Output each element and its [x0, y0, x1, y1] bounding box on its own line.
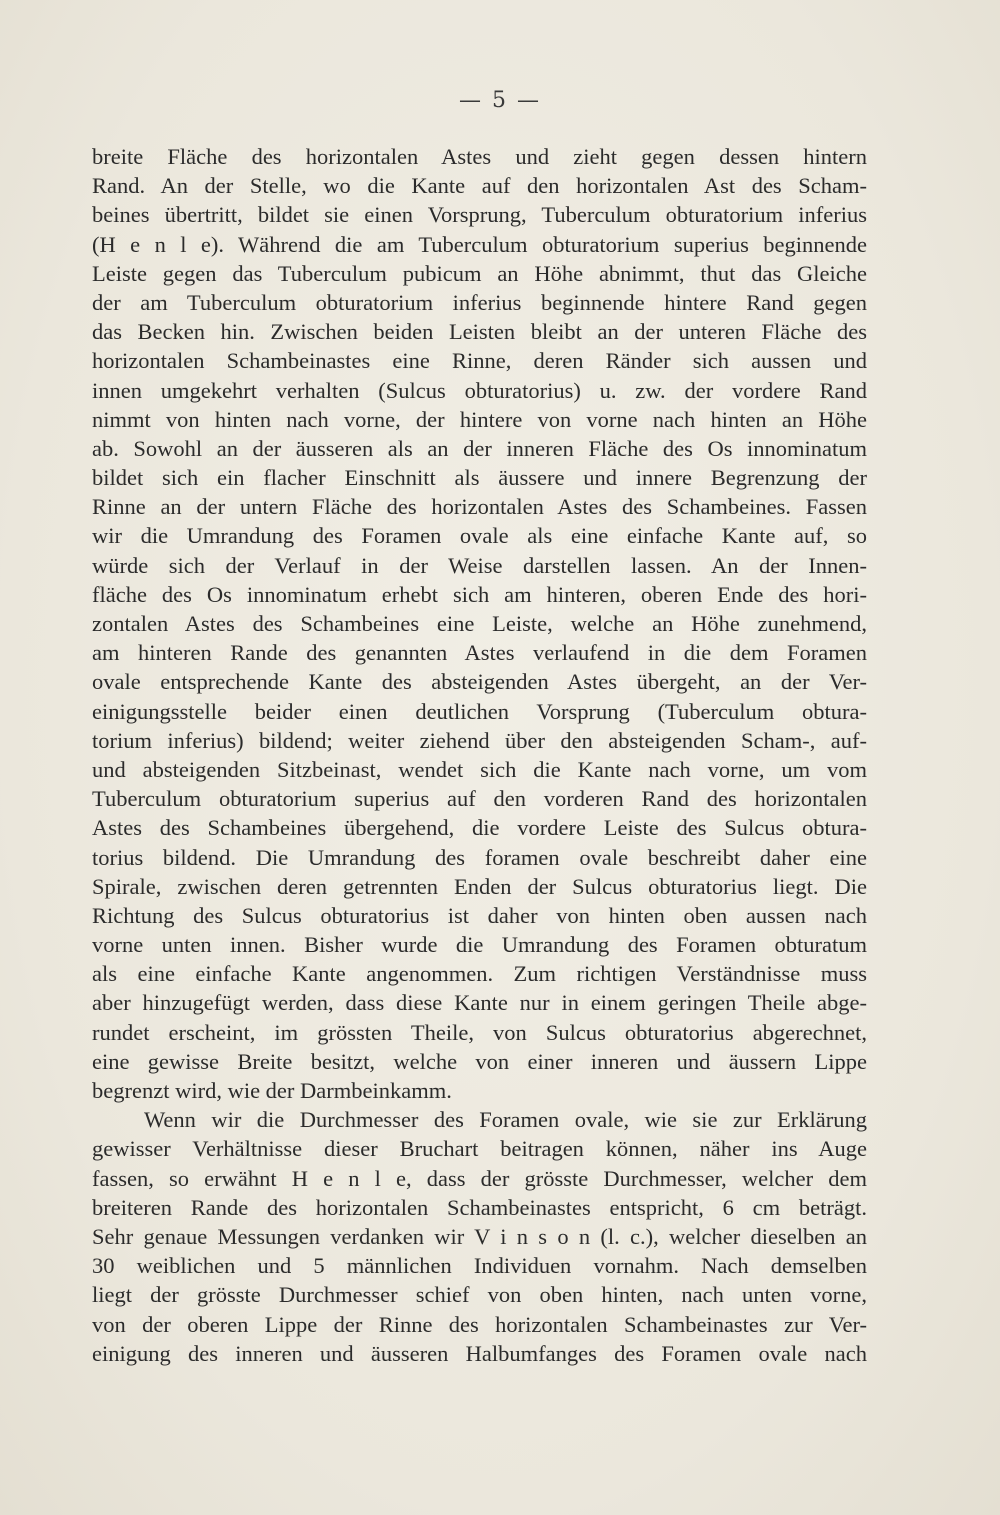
text-line: torium inferius) bildend; weiter ziehend über den absteigenden Scham-, auf-	[92, 727, 867, 753]
text-line: von der oberen Lippe der Rinne des horizontalen Schambeinastes zur Ver-	[92, 1311, 867, 1337]
text-line: liegt der grösste Durchmesser schief von oben hinten, nach unten vorne,	[92, 1282, 867, 1308]
text-line: Astes des Schambeines übergehend, die vordere Leiste des Sulcus obtura-	[92, 815, 867, 841]
text-line: und absteigenden Sitzbeinast, wendet sich die Kante nach vorne, um vom	[92, 756, 867, 782]
text-line: ovale entsprechende Kante des absteigenden Astes übergeht, an der Ver-	[92, 669, 867, 695]
text-line: Rand. An der Stelle, wo die Kante auf den horizontalen Ast des Scham-	[92, 173, 867, 199]
text-line: Sehr genaue Messungen verdanken wir V i n s o n (l. c.), welcher dieselben an	[92, 1223, 867, 1249]
text-line: nimmt von hinten nach vorne, der hintere von vorne nach hinten an Höhe	[92, 406, 867, 432]
page-number: — 5 —	[459, 88, 541, 113]
text-line: beines übertritt, bildet sie einen Vorsprung, Tuberculum obturatorium inferius	[92, 202, 867, 228]
text-line: wir die Umrandung des Foramen ovale als eine einfache Kante auf, so	[92, 523, 867, 549]
text-line: innen umgekehrt verhalten (Sulcus obturatorius) u. zw. der vordere Rand	[92, 377, 867, 403]
text-line: ab. Sowohl an der äusseren als an der inneren Fläche des Os innominatum	[92, 435, 867, 461]
text-line: (H e n l e). Während die am Tuberculum obturatorium superius beginnende	[92, 231, 867, 257]
text-line: bildet sich ein flacher Einschnitt als äussere und innere Begrenzung der	[92, 465, 867, 491]
text-line: rundet erscheint, im grössten Theile, von Sulcus obturatorius abgerechnet,	[92, 1019, 867, 1045]
text-line: breite Fläche des horizontalen Astes und zieht gegen dessen hintern	[92, 144, 867, 169]
text-line: vorne unten innen. Bisher wurde die Umrandung des Foramen obturatum	[92, 932, 867, 958]
text-line: horizontalen Schambeinastes eine Rinne, deren Ränder sich aussen und	[92, 348, 867, 374]
text-line: der am Tuberculum obturatorium inferius beginnende hintere Rand gegen	[92, 289, 867, 315]
paragraph	[92, 1105, 867, 1368]
text-line: eine gewisse Breite besitzt, welche von einer inneren und äussern Lippe	[92, 1048, 867, 1074]
text-line: breiteren Rande des horizontalen Schambeinastes entspricht, 6 cm beträgt.	[92, 1194, 867, 1220]
text-line: zontalen Astes des Schambeines eine Leiste, welche an Höhe zunehmend,	[92, 611, 867, 636]
text-line: einigungsstelle beider einen deutlichen Vorsprung (Tuberculum obtura-	[92, 698, 867, 724]
text-line: Richtung des Sulcus obturatorius ist daher von hinten oben aussen nach	[92, 902, 867, 928]
text-line: würde sich der Verlauf in der Weise darstellen lassen. An der Innen-	[92, 552, 867, 578]
text-line: fläche des Os innominatum erhebt sich am hinteren, oberen Ende des hori-	[92, 581, 867, 607]
text-line: fassen, so erwähnt H e n l e, dass der grösste Durchmesser, welcher dem	[92, 1165, 867, 1191]
text-line: Wenn wir die Durchmesser des Foramen ovale, wie sie zur Erklärung	[144, 1107, 867, 1133]
text-line: 30 weiblichen und 5 männlichen Individuen vornahm. Nach demselben	[92, 1253, 867, 1279]
text-line: Spirale, zwischen deren getrennten Enden der Sulcus obturatorius liegt. Die	[92, 873, 867, 899]
text-line: begrenzt wird, wie der Darmbeinkamm.	[92, 1078, 452, 1103]
text-line: einigung des inneren und äusseren Halbumfanges des Foramen ovale nach	[92, 1340, 867, 1366]
text-line: gewisser Verhältnisse dieser Bruchart beitragen können, näher ins Auge	[92, 1136, 867, 1162]
text-line: als eine einfache Kante angenommen. Zum richtigen Verständnisse muss	[92, 961, 867, 987]
text-line: Rinne an der untern Fläche des horizontalen Astes des Schambeines. Fassen	[92, 494, 867, 520]
text-line: Leiste gegen das Tuberculum pubicum an Höhe abnimmt, thut das Gleiche	[92, 260, 867, 286]
text-line: torius bildend. Die Umrandung des foramen ovale beschreibt daher eine	[92, 844, 867, 870]
text-line: das Becken hin. Zwischen beiden Leisten bleibt an der unteren Fläche des	[92, 319, 867, 345]
paragraph	[92, 142, 867, 1105]
text-line: Tuberculum obturatorium superius auf den vorderen Rand des horizontalen	[92, 786, 867, 812]
text-line: aber hinzugefügt werden, dass diese Kante nur in einem geringen Theile abge-	[92, 990, 867, 1016]
text-line: am hinteren Rande des genannten Astes verlaufend in die dem Foramen	[92, 640, 867, 666]
body-text	[92, 142, 867, 1368]
